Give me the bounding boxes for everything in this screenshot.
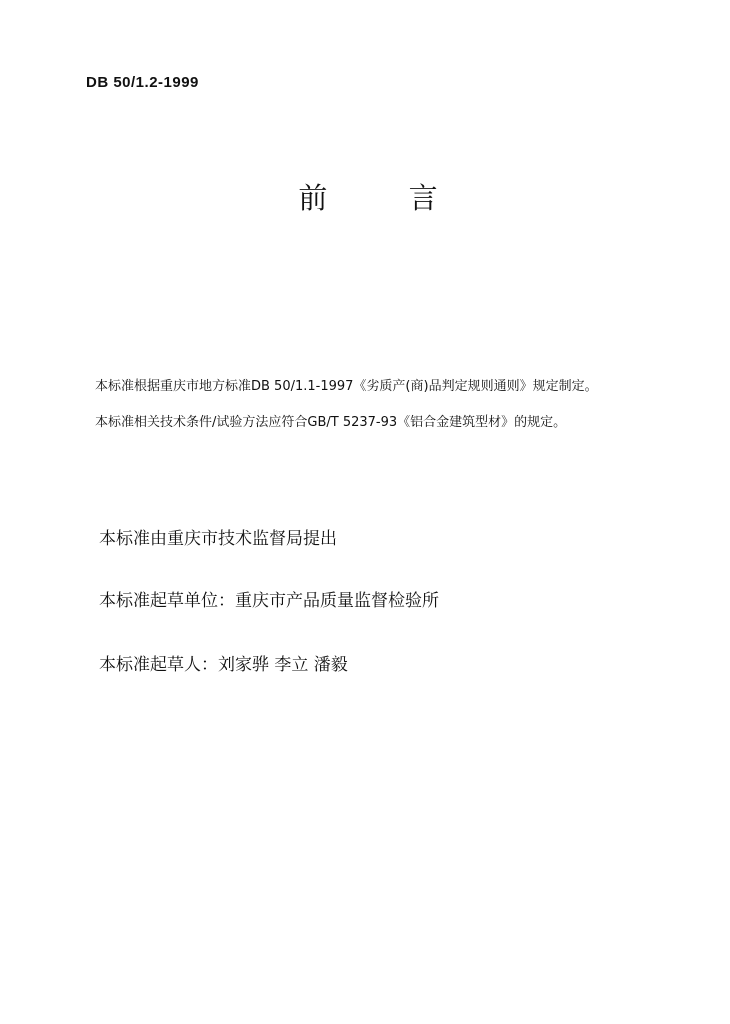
page-title: 前 言	[298, 181, 474, 215]
drafting-unit-line: 本标准起草单位：重庆市产品质量监督检验所	[99, 591, 439, 611]
proposer-line: 本标准由重庆市技术监督局提出	[99, 529, 337, 549]
foreword-paragraph-basis: 本标准根据重庆市地方标准DB 50/1.1-1997《劣质产(商)品判定规则通则》规定制定。	[95, 379, 598, 394]
document-code: DB 50/1.2-1999	[86, 74, 199, 91]
drafters-line: 本标准起草人：刘家骅 李立 潘毅	[99, 655, 348, 675]
foreword-paragraph-requirements: 本标准相关技术条件/试验方法应符合GB/T 5237-93《铝合金建筑型材》的规定。	[95, 415, 567, 430]
